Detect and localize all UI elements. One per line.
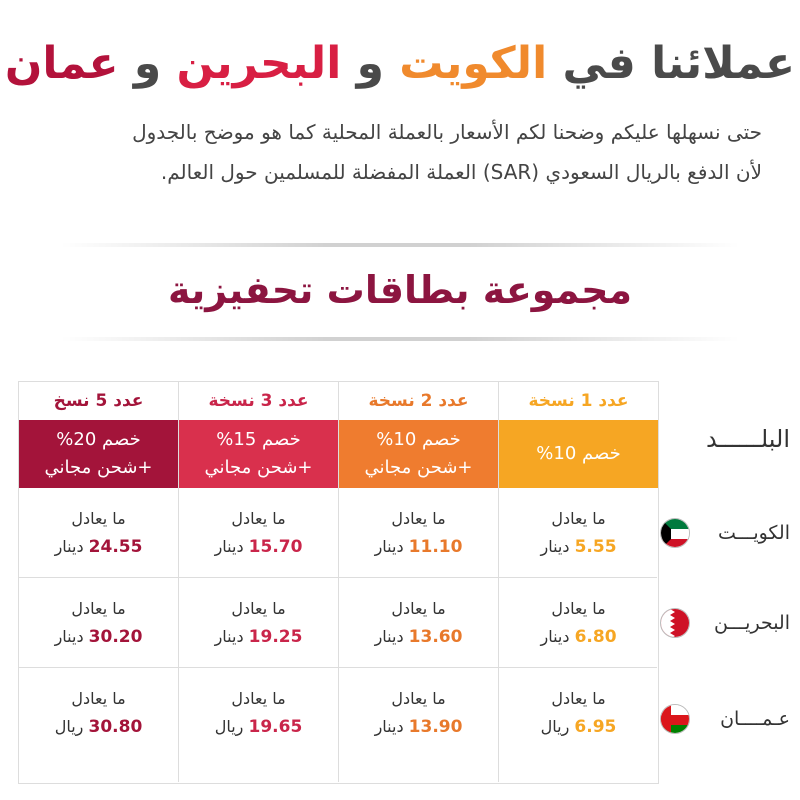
equiv-label: ما يعادل bbox=[391, 689, 446, 708]
equiv-label: ما يعادل bbox=[551, 509, 606, 528]
shipping-label: +شحن مجاني bbox=[204, 457, 313, 478]
price-value: 19.25 bbox=[248, 627, 303, 647]
offer-column-2-copies bbox=[339, 381, 498, 782]
discount-box bbox=[339, 420, 498, 488]
shipping-label: +شحن مجاني bbox=[364, 457, 473, 478]
divider-top bbox=[60, 243, 740, 247]
price-value: 5.55 bbox=[574, 537, 617, 557]
equiv-label: ما يعادل bbox=[551, 689, 606, 708]
price-cell-bahrain bbox=[339, 578, 498, 668]
price-cell-bahrain bbox=[19, 578, 178, 668]
country-name-kuwait: الكويـــت bbox=[717, 522, 790, 544]
currency-label: دينار bbox=[54, 627, 84, 646]
title-part1: عملائنا في bbox=[547, 38, 796, 89]
page-title bbox=[0, 34, 800, 94]
equiv-label: ما يعادل bbox=[391, 509, 446, 528]
equiv-label: ما يعادل bbox=[231, 689, 286, 708]
currency-label: دينار bbox=[374, 627, 404, 646]
price-value: 30.80 bbox=[88, 717, 143, 737]
intro-text bbox=[22, 112, 762, 192]
country-row-kuwait bbox=[660, 508, 790, 558]
country-row-oman bbox=[660, 694, 790, 744]
currency-label: دينار bbox=[374, 537, 404, 556]
bahrain-flag-icon bbox=[660, 608, 690, 638]
equiv-label: ما يعادل bbox=[71, 599, 126, 618]
price-cell-oman bbox=[19, 668, 178, 758]
countries-header: البلــــــد bbox=[706, 425, 790, 453]
title-and-1: و bbox=[341, 38, 400, 89]
equiv-label: ما يعادل bbox=[231, 509, 286, 528]
currency-label: ريال bbox=[540, 717, 570, 736]
equiv-label: ما يعادل bbox=[71, 689, 126, 708]
offer-column-1-copy bbox=[499, 381, 658, 782]
country-name-oman: عـمــــان bbox=[720, 708, 790, 730]
currency-label: ريال bbox=[54, 717, 84, 736]
title-and-2: و bbox=[118, 38, 177, 89]
discount-box bbox=[499, 420, 658, 488]
discount-label: خصم 15% bbox=[216, 429, 301, 450]
price-value: 24.55 bbox=[88, 537, 143, 557]
currency-label: ريال bbox=[214, 717, 244, 736]
discount-label: خصم 10% bbox=[536, 443, 621, 464]
currency-label: دينار bbox=[54, 537, 84, 556]
shipping-label: +شحن مجاني bbox=[44, 457, 153, 478]
price-cell-kuwait bbox=[499, 488, 658, 578]
price-cell-oman bbox=[179, 668, 338, 758]
currency-label: دينار bbox=[540, 627, 570, 646]
column-header: عدد 5 نسخ bbox=[53, 391, 144, 411]
section-title: مجموعة بطاقات تحفيزية bbox=[167, 268, 633, 312]
title-bahrain: البحرين bbox=[176, 38, 342, 89]
equiv-label: ما يعادل bbox=[231, 599, 286, 618]
price-cell-kuwait bbox=[179, 488, 338, 578]
price-cell-kuwait bbox=[339, 488, 498, 578]
price-cell-kuwait bbox=[19, 488, 178, 578]
price-value: 15.70 bbox=[248, 537, 303, 557]
price-cell-bahrain bbox=[499, 578, 658, 668]
column-header: عدد 2 نسخة bbox=[368, 391, 469, 411]
column-header: عدد 3 نسخة bbox=[208, 391, 309, 411]
price-value: 11.10 bbox=[408, 537, 463, 557]
price-value: 13.90 bbox=[408, 717, 463, 737]
divider-bottom bbox=[60, 337, 740, 341]
price-value: 13.60 bbox=[408, 627, 463, 647]
currency-label: دينار bbox=[540, 537, 570, 556]
discount-label: خصم 10% bbox=[376, 429, 461, 450]
price-value: 6.95 bbox=[574, 717, 617, 737]
price-cell-oman bbox=[339, 668, 498, 758]
currency-label: دينار bbox=[214, 627, 244, 646]
equiv-label: ما يعادل bbox=[391, 599, 446, 618]
discount-box bbox=[179, 420, 338, 488]
currency-label: دينار bbox=[374, 717, 404, 736]
price-cell-bahrain bbox=[179, 578, 338, 668]
intro-line-1: حتى نسهلها عليكم وضحنا لكم الأسعار بالعملة المحلية كما هو موضح بالجدول bbox=[132, 120, 762, 144]
price-value: 6.80 bbox=[574, 627, 617, 647]
column-header: عدد 1 نسخة bbox=[528, 391, 629, 411]
oman-flag-icon bbox=[660, 704, 690, 734]
discount-label: خصم 20% bbox=[56, 429, 141, 450]
offer-column-3-copies bbox=[179, 381, 338, 782]
title-kuwait: الكويت bbox=[399, 38, 548, 89]
price-value: 30.20 bbox=[88, 627, 143, 647]
price-cell-oman bbox=[499, 668, 658, 758]
currency-label: دينار bbox=[214, 537, 244, 556]
price-value: 19.65 bbox=[248, 717, 303, 737]
intro-line-2: لأن الدفع بالريال السعودي (SAR) العملة المفضلة للمسلمين حول العالم. bbox=[160, 160, 762, 184]
offer-column-5-copies bbox=[19, 381, 178, 782]
equiv-label: ما يعادل bbox=[71, 509, 126, 528]
equiv-label: ما يعادل bbox=[551, 599, 606, 618]
kuwait-flag-icon bbox=[660, 518, 690, 548]
country-row-bahrain bbox=[660, 598, 790, 648]
title-oman: عمان bbox=[4, 38, 119, 89]
country-name-bahrain: البحريـــن bbox=[714, 612, 790, 634]
discount-box bbox=[19, 420, 178, 488]
